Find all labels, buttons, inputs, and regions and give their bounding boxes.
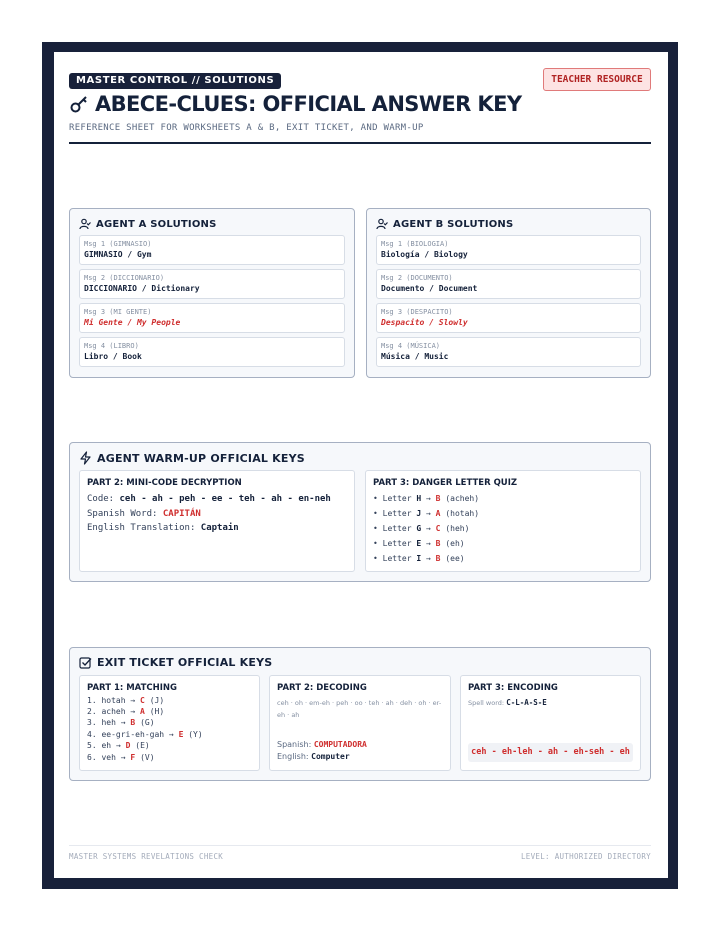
agent-b-msg-card <box>376 235 641 265</box>
msg-answer: Biología / Biology <box>381 250 468 259</box>
agent-a-header <box>79 218 217 230</box>
msg-answer: Música / Music <box>381 352 449 361</box>
agent-b-title: AGENT B SOLUTIONS <box>393 218 514 230</box>
quiz-item: • Letter J → A (hotah) <box>373 509 480 518</box>
exit-ticket-header <box>79 656 272 669</box>
warmup-title: AGENT WARM-UP OFFICIAL KEYS <box>97 451 305 465</box>
quiz-item: • Letter H → B (acheh) <box>373 494 480 503</box>
agent-b-header <box>376 218 513 230</box>
agent-a-msg-card <box>79 337 345 367</box>
msg-label: Msg 3 (MI GENTE) <box>84 308 152 316</box>
matching-item: 5. eh → D (E) <box>87 741 150 750</box>
teacher-resource-badge: TEACHER RESOURCE <box>543 68 651 91</box>
page-subtitle: REFERENCE SHEET FOR WORKSHEETS A & B, EXIT TICKET, AND WARM-UP <box>69 123 424 133</box>
spanish-word-value: CAPITÁN <box>162 509 201 519</box>
spell-word-line: Spell word: C-L-A-S-E <box>468 698 547 707</box>
user-check-icon <box>79 218 91 230</box>
warmup-header <box>79 451 305 465</box>
decoding-code: ceh · oh · em-eh · peh · oo · teh · ah · deh · oh · er-eh · ah <box>277 699 442 719</box>
footer-right: LEVEL: AUTHORIZED DIRECTORY <box>520 852 651 861</box>
lightning-icon <box>79 451 92 465</box>
agent-a-msg-card <box>79 235 345 265</box>
decoding-english-value: Computer <box>311 752 350 761</box>
agent-b-msg-card <box>376 303 641 333</box>
decoding-spanish-value: COMPUTADORA <box>313 740 367 749</box>
agent-b-msg-card <box>376 337 641 367</box>
danger-quiz-title: PART 3: DANGER LETTER QUIZ <box>373 478 518 488</box>
spanish-word-line: Spanish Word: CAPITÁN <box>87 509 201 519</box>
header-tag: MASTER CONTROL // SOLUTIONS <box>69 73 281 89</box>
quiz-item: • Letter E → B (eh) <box>373 539 465 548</box>
matching-title: PART 1: MATCHING <box>87 683 178 693</box>
agent-a-msg-card <box>79 303 345 333</box>
quiz-item: • Letter G → C (heh) <box>373 524 470 533</box>
matching-item: 6. veh → F (V) <box>87 753 155 762</box>
msg-label: Msg 2 (DOCUMENTO) <box>381 274 453 282</box>
msg-answer: Mi Gente / My People <box>84 318 181 327</box>
msg-label: Msg 1 (GIMNASIO) <box>84 240 152 248</box>
mini-code-value: ceh - ah - peh - ee - teh - ah - en-neh <box>119 494 331 504</box>
quiz-item: • Letter I → B (ee) <box>373 554 465 563</box>
english-translation-line: English Translation: Captain <box>87 523 239 533</box>
decoding-english-line: English: Computer <box>277 752 350 761</box>
msg-answer: Libro / Book <box>84 352 142 361</box>
user-check-icon <box>376 218 388 230</box>
msg-label: Msg 2 (DICCIONARIO) <box>84 274 165 282</box>
matching-item: 4. ee-gri-eh-gah → E (Y) <box>87 730 203 739</box>
encoding-title: PART 3: ENCODING <box>468 683 558 693</box>
page-title: ABECE-CLUES: OFFICIAL ANSWER KEY <box>95 92 522 116</box>
msg-answer: GIMNASIO / Gym <box>84 250 152 259</box>
msg-label: Msg 1 (BIOLOGIA) <box>381 240 449 248</box>
msg-answer: Documento / Document <box>381 284 478 293</box>
matching-item: 2. acheh → A (H) <box>87 707 165 716</box>
msg-label: Msg 4 (LIBRO) <box>84 342 139 350</box>
exit-ticket-title: EXIT TICKET OFFICIAL KEYS <box>97 656 273 669</box>
msg-label: Msg 4 (MÚSICA) <box>381 342 441 350</box>
encoding-answer: ceh - eh-leh - ah - eh-seh - eh <box>468 743 633 762</box>
msg-answer: DICCIONARIO / Dictionary <box>84 284 200 293</box>
title-row <box>69 92 521 116</box>
footer-left: MASTER SYSTEMS REVELATIONS CHECK <box>69 852 224 861</box>
footer-divider <box>69 845 651 846</box>
decoding-spanish-line: Spanish: COMPUTADORA <box>277 740 367 749</box>
msg-label: Msg 3 (DESPACITO) <box>381 308 453 316</box>
agent-a-msg-card <box>79 269 345 299</box>
matching-item: 3. heh → B (G) <box>87 718 155 727</box>
checkbox-icon <box>79 656 92 669</box>
key-icon <box>69 94 89 114</box>
header-divider <box>69 142 651 144</box>
msg-answer: Despacito / Slowly <box>381 318 468 327</box>
spell-word-value: C-L-A-S-E <box>506 698 547 707</box>
agent-b-msg-card <box>376 269 641 299</box>
mini-code-title: PART 2: MINI-CODE DECRYPTION <box>87 478 242 488</box>
agent-a-title: AGENT A SOLUTIONS <box>96 218 217 230</box>
decoding-title: PART 2: DECODING <box>277 683 367 693</box>
matching-item: 1. hotah → C (J) <box>87 696 165 705</box>
english-translation-value: Captain <box>200 523 239 533</box>
mini-code-line: Code: ceh - ah - peh - ee - teh - ah - en-neh <box>87 494 331 504</box>
